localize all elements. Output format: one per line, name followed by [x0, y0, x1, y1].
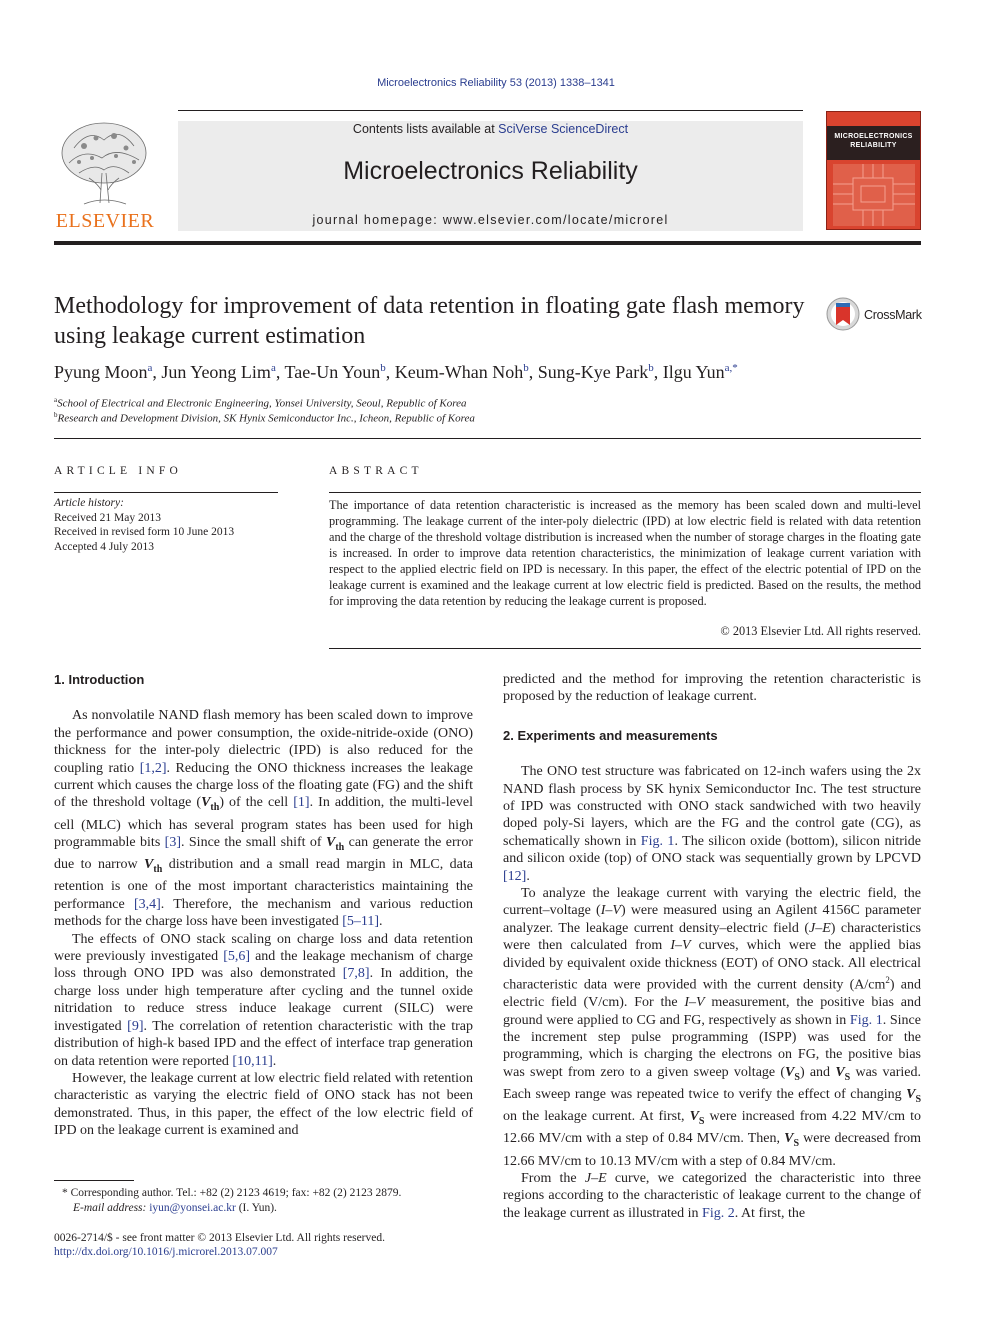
author-affiliation-mark[interactable]: a	[147, 362, 153, 374]
crossmark-icon[interactable]	[826, 297, 860, 331]
abstract-bottom-rule	[329, 648, 921, 649]
author-name: Keum-Whan Noh	[394, 362, 524, 382]
contents-line	[178, 121, 803, 136]
issn-note: 0026-2714/$ - see front matter © 2013 Elsevier Ltd. All rights reserved.	[54, 1232, 385, 1244]
abstract-rule	[329, 492, 921, 493]
history-label: Article history:	[54, 497, 124, 509]
experiments-paragraph-1: The ONO test structure was fabricated on 12-inch wafers using the 2x NAND flash process by SK hynix Semiconductor Inc. The test structure of IPD was constructed with ONO stack sandwiched with two heavily doped poly-Si layers, which are the FG and the control gate (CG), as schematically shown in Fig. 1. The silicon oxide (bottom), silicon nitride and silicon oxide (top) of ONO stack was sequentially grown by LPCVD [12].	[503, 764, 921, 884]
article-info-label: ARTICLE INFO	[54, 465, 182, 477]
journal-citation[interactable]: Microelectronics Reliability 53 (2013) 1338–1341	[377, 77, 615, 89]
reference-link[interactable]: Fig. 1	[640, 833, 675, 849]
elsevier-wordmark: ELSEVIER	[55, 210, 155, 232]
journal-title: Microelectronics Reliability	[343, 157, 638, 185]
author-name: Pyung Moon	[54, 362, 148, 382]
reference-link[interactable]: [5–11]	[342, 914, 380, 930]
cover-circuit-art	[833, 164, 915, 226]
reference-link[interactable]: [12]	[503, 868, 527, 884]
affiliation-rule	[54, 438, 921, 439]
journal-homepage[interactable]: journal homepage: www.elsevier.com/locate/microrel	[312, 213, 669, 227]
abstract-text: The importance of data retention characteristic is increased as the memory has been scaled down and multi-level programming. The leakage current of the inter-poly dielectric (IPD) at low electric field is related with data retention and the charge of the threshold voltage distribution is increased when the number of storage charges in the floating gate is increased. In order to improve data retention characteristics, the minimization of leakage current variation with respect to the applied electric field on IPD is necessary. In this paper, the effect of the electric potential of IPD on the leakage current is examined and the leakage current at low electric field is predicted. Based on the results, the method for improving the data retention by reducing the leakage current is proposed.	[329, 498, 921, 608]
author-name: Sung-Kye Park	[537, 362, 649, 382]
contents-prefix: Contents lists available at	[352, 122, 499, 136]
author-affiliation-mark[interactable]: a,*	[724, 362, 738, 374]
author-list: Pyung Moon$^a$, Jun Yeong Lim$^a$, Tae-Un Youn$^b$, Keum-Whan Noh$^b$, Sung-Kye Park$^b$, Ilgu Yun$^{a,*}$	[54, 362, 738, 382]
footnote-rule	[54, 1180, 134, 1181]
affiliation-b: $^b$Research and Development Division, SK Hynix Semiconductor Inc., Icheon, Republic of Korea	[54, 411, 475, 425]
reference-link[interactable]: [5,6]	[223, 949, 251, 965]
reference-link[interactable]: [10,11]	[232, 1053, 273, 1069]
experiments-paragraph-2: To analyze the leakage current with varying the electric field, the current–voltage (I–V) were measured using an Agilent 4156C parameter analyzer. The leakage current density–electric field (J–E) characteristics were then calculated from I–V curves, which were the applied bias divided by equivalent oxide thickness (EOT) of ONO stack. All electrical characteristic data were provided with the current density $(A/cm^2)$ and electric field (V/cm). For the I–V measurement, the positive bias and ground were applied to CG and FG, respectively as shown in Fig. 1. Since the increment step pulse programming (ISPP) was used for the programming, which is charging the electrons on FG, the positive bias was swept from zero to a given sweep voltage $(V_S)$ and $V_S$ was varied. Each sweep range was repeated twice to verify the effect of changing $V_S$ on the leakage current. At first, $V_S$ were increased from 4.22 MV/cm to 12.66 MV/cm with a step of 0.84 MV/cm. Then, $V_S$ were decreased from 12.66 MV/cm to 10.13 MV/cm with a step of 0.84 MV/cm.	[503, 886, 922, 1169]
article-history	[54, 496, 278, 554]
intro-paragraph-1: As nonvolatile NAND flash memory has been scaled down to improve the performance and power consumption, the oxide-nitride-oxide (ONO) thickness for the inter-poly dielectric (IPD) is also reduced for the coupling ratio [1,2]. Reducing the ONO thickness increases the leakage current which causes the charge loss of the floating gate (FG) and the shift of the threshold voltage $(V_{th})$ of the cell [1]. In addition, the multi-level cell (MLC) which has several program states has been used for high programmable bits [3]. Since the small shift of $V_{th}$ can generate the error due to narrow $V_{th}$ distribution and a small read margin in MLC, data retention is one of the most important characteristics maintaining the performance [3,4]. Therefore, the mechanism and various reduction methods for the charge loss have been investigated [5–11].	[54, 708, 474, 930]
experiments-paragraph-3: From the J–E curve, we categorized the characteristic into three regions according to the characteristic of leakage current to the change of the leakage current as illustrated in Fig. 2. At first, the	[503, 1171, 921, 1221]
article-info-rule	[54, 492, 278, 493]
right-column	[503, 671, 921, 1222]
author-affiliation-mark[interactable]: a	[270, 362, 276, 374]
article-title: Methodology for improvement of data retention in floating gate flash memory using leakage current estimation	[54, 293, 805, 349]
received-date: Received 21 May 2013	[54, 511, 161, 524]
reference-link[interactable]: [1]	[293, 795, 310, 811]
reference-link[interactable]: Fig. 2	[702, 1205, 735, 1221]
author-name: Tae-Un Youn	[284, 362, 381, 382]
reference-link[interactable]: [1,2]	[139, 760, 167, 776]
reference-link[interactable]: [9]	[127, 1018, 144, 1034]
email-link[interactable]: iyun@yonsei.ac.kr	[149, 1202, 236, 1214]
journal-header-box	[178, 121, 803, 231]
abstract-copyright: © 2013 Elsevier Ltd. All rights reserved.	[720, 624, 921, 638]
header-rule	[178, 110, 803, 111]
section-heading-experiments: 2. Experiments and measurements	[503, 727, 718, 743]
left-column	[54, 671, 473, 1140]
cover-title: MICROELECTRONICS RELIABILITY	[834, 133, 913, 149]
sciencedirect-link[interactable]: SciVerse ScienceDirect	[498, 122, 629, 136]
reference-link[interactable]: [3,4]	[133, 896, 161, 912]
affiliation-a: $^a$School of Electrical and Electronic Engineering, Yonsei University, Seoul, Republic of Korea	[54, 396, 467, 410]
header-thick-rule	[54, 241, 921, 245]
author-name: Jun Yeong Lim	[161, 362, 271, 382]
author-affiliation-mark[interactable]: b	[648, 362, 654, 374]
author-name: Ilgu Yun	[662, 362, 725, 382]
accepted-date: Accepted 4 July 2013	[54, 540, 154, 553]
revised-date: Received in revised form 10 June 2013	[54, 526, 235, 538]
email-note: E-mail address: iyun@yonsei.ac.kr (I. Yun).	[73, 1202, 277, 1214]
journal-cover-thumbnail[interactable]	[826, 111, 921, 230]
intro-paragraph-3-continued: predicted and the method for improving the retention characteristic is proposed by the reduction of leakage current.	[503, 672, 921, 705]
abstract-label: ABSTRACT	[329, 465, 423, 477]
reference-link[interactable]: [7,8]	[342, 966, 370, 982]
crossmark-label[interactable]: CrossMark	[864, 308, 922, 322]
section-heading-introduction: 1. Introduction	[54, 672, 145, 687]
reference-link[interactable]: Fig. 1	[849, 1012, 883, 1028]
author-affiliation-mark[interactable]: b	[523, 362, 529, 374]
corresponding-author-note: * Corresponding author. Tel.: +82 (2) 2123 4619; fax: +82 (2) 2123 2879.	[62, 1187, 402, 1199]
intro-paragraph-2: The effects of ONO stack scaling on charge loss and data retention were previously investigated [5,6] and the leakage mechanism of charge loss through ONO IPD was also demonstrated [7,8]. In addition, the charge loss under high temperature after cycling and the tunnel oxide nitridation to reduce stress induce leakage current (SILC) were investigated [9]. The correlation of retention characteristic with the trap distribution of high-k based IPD and the effect of interface trap generation on data retention were reported [10,11].	[54, 931, 473, 1069]
doi-link[interactable]: http://dx.doi.org/10.1016/j.microrel.2013.07.007	[54, 1246, 278, 1258]
intro-paragraph-3: However, the leakage current at low electric field related with retention characteristic as varying the electric field of ONO stack has not been demonstrated. Thus, in this paper, the effect of the low electric field of IPD on the leakage current is examined and	[54, 1070, 473, 1139]
author-affiliation-mark[interactable]: b	[380, 362, 386, 374]
reference-link[interactable]: [3]	[164, 835, 181, 851]
